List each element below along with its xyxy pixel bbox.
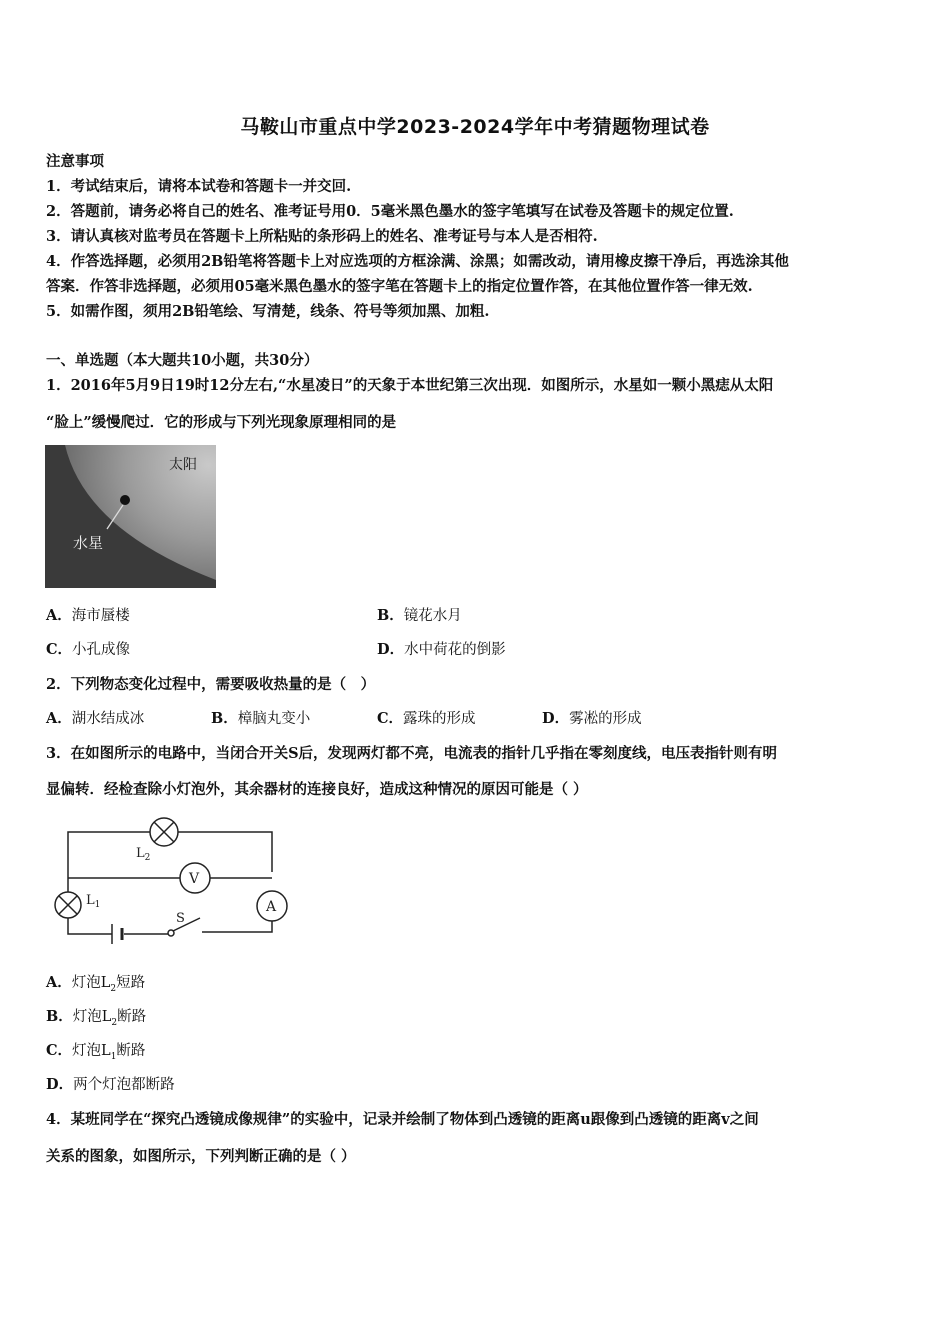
voltmeter-label: V <box>189 871 200 887</box>
page-title: 马鞍山市重点中学2023-2024学年中考猜题物理试卷 <box>240 116 710 138</box>
q1-option-d[interactable]: D．水中荷花的倒影 <box>377 641 506 658</box>
notice-item: 答案．作答非选择题，必须用05毫米黑色墨水的签字笔在答题卡上的指定位置作答，在其他位置作答一律无效. <box>46 278 753 295</box>
section-heading: 一、单选题（本大题共10小题，共30分） <box>46 352 319 369</box>
q4-stem-line1: 4．某班同学在“探究凸透镜成像规律”的实验中，记录并绘制了物体到凸透镜的距离u跟像到凸透镜的距离v之间 <box>46 1111 759 1128</box>
q2-option-d[interactable]: D．雾凇的形成 <box>542 710 642 727</box>
switch-label: S <box>176 911 185 926</box>
l1-label: $L_1$ <box>86 893 101 910</box>
switch-icon <box>168 930 174 936</box>
q3-option-d[interactable]: D．两个灯泡都断路 <box>46 1076 175 1093</box>
mercury-label: 水星 <box>73 534 104 552</box>
q3-stem-line1: 3．在如图所示的电路中，当闭合开关S后，发现两灯都不亮，电流表的指针几乎指在零刻度线，电压表指针则有明 <box>46 745 778 762</box>
q3-option-c[interactable]: C．灯泡$L_1$断路 <box>46 1042 146 1062</box>
q4-stem-line2: 关系的图象，如图所示，下列判断正确的是（ ） <box>46 1148 356 1165</box>
q2-option-c[interactable]: C．露珠的形成 <box>377 710 476 727</box>
sun-label: 太阳 <box>169 457 197 473</box>
q2-option-a[interactable]: A．湖水结成冰 <box>46 710 145 727</box>
notice-heading: 注意事项 <box>46 153 104 170</box>
q1-option-b[interactable]: B．镜花水月 <box>377 607 462 624</box>
q1-option-c[interactable]: C．小孔成像 <box>46 641 131 658</box>
q2-option-b[interactable]: B．樟脑丸变小 <box>211 710 311 727</box>
ammeter-label: A <box>266 899 277 915</box>
lamp-l1-icon <box>55 892 81 918</box>
notice-item: 1．考试结束后，请将本试卷和答题卡一并交回. <box>46 178 352 195</box>
q1-option-a[interactable]: A．海市蜃楼 <box>46 607 130 624</box>
notice-item: 2．答题前，请务必将自己的姓名、准考证号用0．5毫米黑色墨水的签字笔填写在试卷及答题卡的规定位置. <box>46 203 734 220</box>
notice-item: 3．请认真核对监考员在答题卡上所粘贴的条形码上的姓名、准考证号与本人是否相符. <box>46 228 598 245</box>
q3-option-a[interactable]: A．灯泡$L_2$短路 <box>46 974 146 994</box>
notice-item: 5．如需作图，须用2B铅笔绘、写清楚，线条、符号等须加黑、加粗. <box>46 303 490 320</box>
notice-item: 4．作答选择题，必须用2B铅笔将答题卡上对应选项的方框涂满、涂黑；如需改动，请用橡皮擦干净后，再选涂其他 <box>46 253 789 270</box>
q3-circuit-diagram <box>44 810 304 950</box>
l2-label: $L_2$ <box>136 846 151 863</box>
q1-stem-line1: 1．2016年5月9日19时12分左右,“水星凌日”的天象于本世纪第三次出现．如图所示，水星如一颗小黑痣从太阳 <box>46 377 774 394</box>
q1-stem-line2: “脸上”缓慢爬过．它的形成与下列光现象原理相同的是 <box>46 414 397 431</box>
q3-option-b[interactable]: B．灯泡$L_2$断路 <box>46 1008 147 1028</box>
q1-sun-mercury-figure <box>45 445 216 588</box>
q3-stem-line2: 显偏转．经检查除小灯泡外，其余器材的连接良好，造成这种情况的原因可能是（ ） <box>46 781 588 798</box>
lamp-l2-icon <box>150 818 178 846</box>
q2-stem: 2．下列物态变化过程中，需要吸收热量的是（ ） <box>46 676 376 693</box>
mercury-dot <box>120 495 130 505</box>
